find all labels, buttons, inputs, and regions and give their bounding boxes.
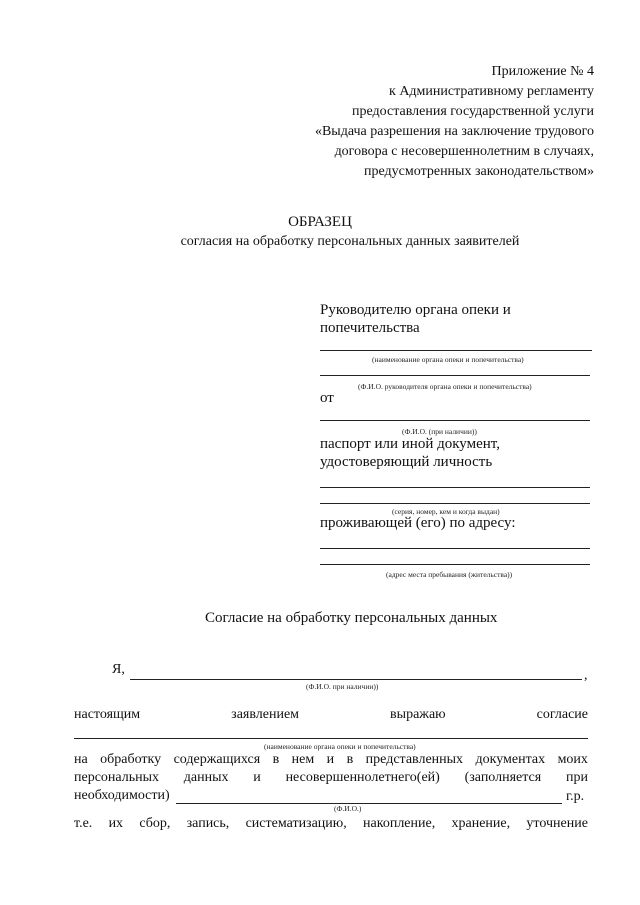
word: и [253,770,261,785]
word: заявлением [231,707,300,722]
word: (заполняется [464,770,542,785]
word: сбор, [139,816,171,831]
consent-row-2 [74,752,588,768]
address-caption: (адрес места пребывания (жительства)) [386,570,513,579]
word: и [326,752,335,767]
word: содержащихся [173,752,261,767]
word: хранение, [451,816,511,831]
consent-row-5 [74,816,588,832]
consent-name-caption: (Ф.И.О. при наличии)) [306,682,379,691]
word: представленных [365,752,464,767]
passport-field-2[interactable] [320,503,590,504]
word: т.е. [74,816,93,831]
birth-year-label: г.р. [566,789,585,804]
word: моих [557,752,588,767]
applicant-name-caption: (Ф.И.О. (при наличии)) [402,427,477,436]
appendix-header [315,62,594,182]
word: их [108,816,124,831]
word: персональных [74,770,160,785]
word: систематизацию, [245,816,347,831]
word: обработку [100,752,162,767]
appendix-line: договора с несовершеннолетним в случаях, [334,144,594,159]
word: нем [291,752,315,767]
passport-label-2: удостоверяющий личность [320,454,493,470]
sample-title: ОБРАЗЕЦ [288,214,352,230]
org-name-field[interactable] [320,350,592,351]
consent-name-field[interactable] [130,679,582,680]
word: согласие [536,707,588,722]
head-name-caption: (Ф.И.О. руководителя органа опеки и попечительства) [358,382,532,391]
head-name-field[interactable] [320,375,590,376]
word: запись, [186,816,230,831]
address-field-1[interactable] [320,548,590,549]
word: выражаю [390,707,446,722]
word: несовершеннолетнего(ей) [285,770,440,785]
word: на [74,752,88,767]
word: данных [183,770,229,785]
consent-row-1 [74,707,588,723]
appendix-line: предоставления государственной услуги [352,104,594,119]
consent-i-label: Я, [112,662,125,677]
passport-label: паспорт или иной документ, [320,436,500,452]
consent-row-4-start: необходимости) [74,788,170,803]
word: документах [475,752,546,767]
org-name-caption: (наименование органа опеки и попечительства) [372,355,524,364]
from-label: от [320,390,334,406]
sample-subtitle: согласия на обработку персональных данных заявителей [180,234,520,249]
minor-name-caption: (Ф.И.О.) [334,804,362,813]
addressee-line: попечительства [320,320,420,336]
appendix-line: предусмотренных законодательством» [364,164,594,179]
word: настоящим [74,707,141,722]
minor-name-field[interactable] [176,803,562,804]
consent-row-3 [74,770,588,786]
word: уточнение [526,816,588,831]
consent-org-field[interactable] [74,738,588,739]
passport-caption: (серия, номер, кем и когда выдан) [392,507,500,516]
appendix-number: Приложение № 4 [491,64,594,79]
consent-title: Согласие на обработку персональных данных [205,610,498,626]
applicant-name-field[interactable] [320,420,590,421]
address-field-2[interactable] [320,564,590,565]
residing-label: проживающей (его) по адресу: [320,515,516,531]
word: накопление, [363,816,436,831]
word: в [346,752,354,767]
appendix-line: к Административному регламенту [389,84,594,99]
appendix-line: «Выдача разрешения на заключение трудового [314,124,594,139]
addressee-line: Руководителю органа опеки и [320,302,511,318]
word: при [565,770,588,785]
passport-field-1[interactable] [320,487,590,488]
consent-org-caption: (наименование органа опеки и попечительства) [264,742,416,751]
word: в [272,752,280,767]
consent-comma: , [584,668,588,683]
